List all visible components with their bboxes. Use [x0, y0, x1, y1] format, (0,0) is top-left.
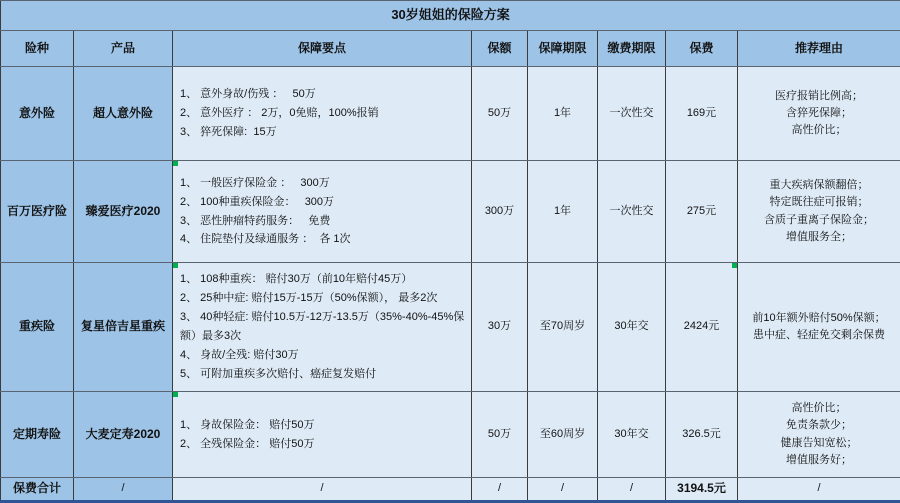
cell-product: 臻爱医疗2020 [74, 161, 173, 263]
point-line: 1、 108种重疾： 赔付30万（前10年赔付45万） [180, 270, 468, 289]
cell-coverage-term: 1年 [528, 161, 598, 263]
cell-product: 超人意外险 [74, 67, 173, 161]
cell-premium: 326.5元 [666, 392, 738, 478]
point-line: 2、 100种重疾保险金： 300万 [180, 193, 468, 212]
cell-coverage-points [173, 161, 472, 263]
total-label: 保费合计 [1, 478, 74, 502]
cell-payment-term: 30年交 [598, 392, 666, 478]
cell-premium: 275元 [666, 161, 738, 263]
col-header-insurance-type: 险种 [1, 31, 74, 67]
point-line: 4、 身故/全残: 赔付30万 [180, 346, 468, 365]
excel-error-marker-icon [173, 161, 178, 166]
point-line: 5、 可附加重疾多次赔付、癌症复发赔付 [180, 365, 468, 384]
total-sum-insured: / [472, 478, 528, 502]
reason-line: 健康告知宽松； [742, 435, 896, 452]
cell-insurance-type: 百万医疗险 [1, 161, 74, 263]
cell-sum-insured: 300万 [472, 161, 528, 263]
cell-sum-insured: 30万 [472, 263, 528, 392]
cell-sum-insured: 50万 [472, 67, 528, 161]
cell-insurance-type: 重疾险 [1, 263, 74, 392]
point-line: 2、 25种中症: 赔付15万-15万（50%保额）， 最多2次 [180, 289, 468, 308]
reason-line: 含质子重离子保险金； [742, 212, 896, 229]
point-line: 1、 身故保险金： 赔付50万 [180, 416, 468, 435]
total-points: / [173, 478, 472, 502]
table-row [1, 161, 900, 263]
col-header-coverage-term: 保障期限 [528, 31, 598, 67]
point-line: 3、 40种轻症: 赔付10.5万-12万-13.5万（35%-40%-45%保额）最多3次 [180, 308, 468, 346]
point-line: 2、 全残保险金： 赔付50万 [180, 435, 468, 454]
col-header-reason: 推荐理由 [738, 31, 900, 67]
cell-reasons [738, 67, 900, 161]
point-line: 3、 恶性肿瘤特药服务： 免费 [180, 212, 468, 231]
cell-payment-term: 一次性交 [598, 161, 666, 263]
col-header-product: 产品 [74, 31, 173, 67]
point-line: 1、 意外身故/伤残 ： 50万 [180, 85, 468, 104]
reason-line: 免责条款少； [742, 417, 896, 434]
point-line: 2、 意外医疗 ： 2万，0免赔，100%报销 [180, 104, 468, 123]
cell-premium: 169元 [666, 67, 738, 161]
cell-payment-term: 30年交 [598, 263, 666, 392]
cell-insurance-type: 定期寿险 [1, 392, 74, 478]
reason-line: 前10年额外赔付50%保额； [742, 310, 896, 327]
excel-error-marker-icon [173, 263, 178, 268]
total-product: / [74, 478, 173, 502]
excel-error-marker-icon [732, 263, 737, 268]
reason-line: 医疗报销比例高； [742, 88, 896, 105]
total-row [1, 478, 900, 502]
reason-line: 重大疾病保额翻倍； [742, 177, 896, 194]
col-header-sum-insured: 保额 [472, 31, 528, 67]
cell-product: 复星倍吉星重疾 [74, 263, 173, 392]
cell-coverage-term: 1年 [528, 67, 598, 161]
cell-coverage-term: 至70周岁 [528, 263, 598, 392]
reason-line: 增值服务好； [742, 452, 896, 469]
cell-coverage-term: 至60周岁 [528, 392, 598, 478]
reason-line: 高性价比； [742, 122, 896, 139]
cell-coverage-points [173, 392, 472, 478]
cell-reasons [738, 392, 900, 478]
reason-line: 高性价比； [742, 400, 896, 417]
excel-error-marker-icon [173, 392, 178, 397]
reason-line: 增值服务全； [742, 229, 896, 246]
total-reason: / [738, 478, 900, 502]
cell-reasons [738, 161, 900, 263]
cell-payment-term: 一次性交 [598, 67, 666, 161]
cell-insurance-type: 意外险 [1, 67, 74, 161]
col-header-coverage-points: 保障要点 [173, 31, 472, 67]
premium-value: 2424元 [684, 320, 719, 332]
reason-line: 含猝死保障； [742, 105, 896, 122]
cell-premium [666, 263, 738, 392]
cell-coverage-points [173, 67, 472, 161]
point-line: 4、 住院垫付及绿通服务 ： 各 1次 [180, 230, 468, 249]
total-payment-term: / [598, 478, 666, 502]
table-title: 30岁姐姐的保险方案 [1, 1, 900, 31]
total-coverage-term: / [528, 478, 598, 502]
point-line: 1、 一般医疗保险金 ： 300万 [180, 174, 468, 193]
cell-product: 大麦定寿2020 [74, 392, 173, 478]
col-header-premium: 保费 [666, 31, 738, 67]
col-header-payment-term: 缴费期限 [598, 31, 666, 67]
reason-line: 患中症、轻症免交剩余保费 [742, 327, 896, 344]
total-premium: 3194.5元 [666, 478, 738, 502]
cell-reasons [738, 263, 900, 392]
reason-line: 特定既往症可报销； [742, 194, 896, 211]
table-row [1, 263, 900, 392]
table-row [1, 67, 900, 161]
point-line: 3、 猝死保障: 15万 [180, 123, 468, 142]
cell-coverage-points [173, 263, 472, 392]
table-row [1, 392, 900, 478]
cell-sum-insured: 50万 [472, 392, 528, 478]
